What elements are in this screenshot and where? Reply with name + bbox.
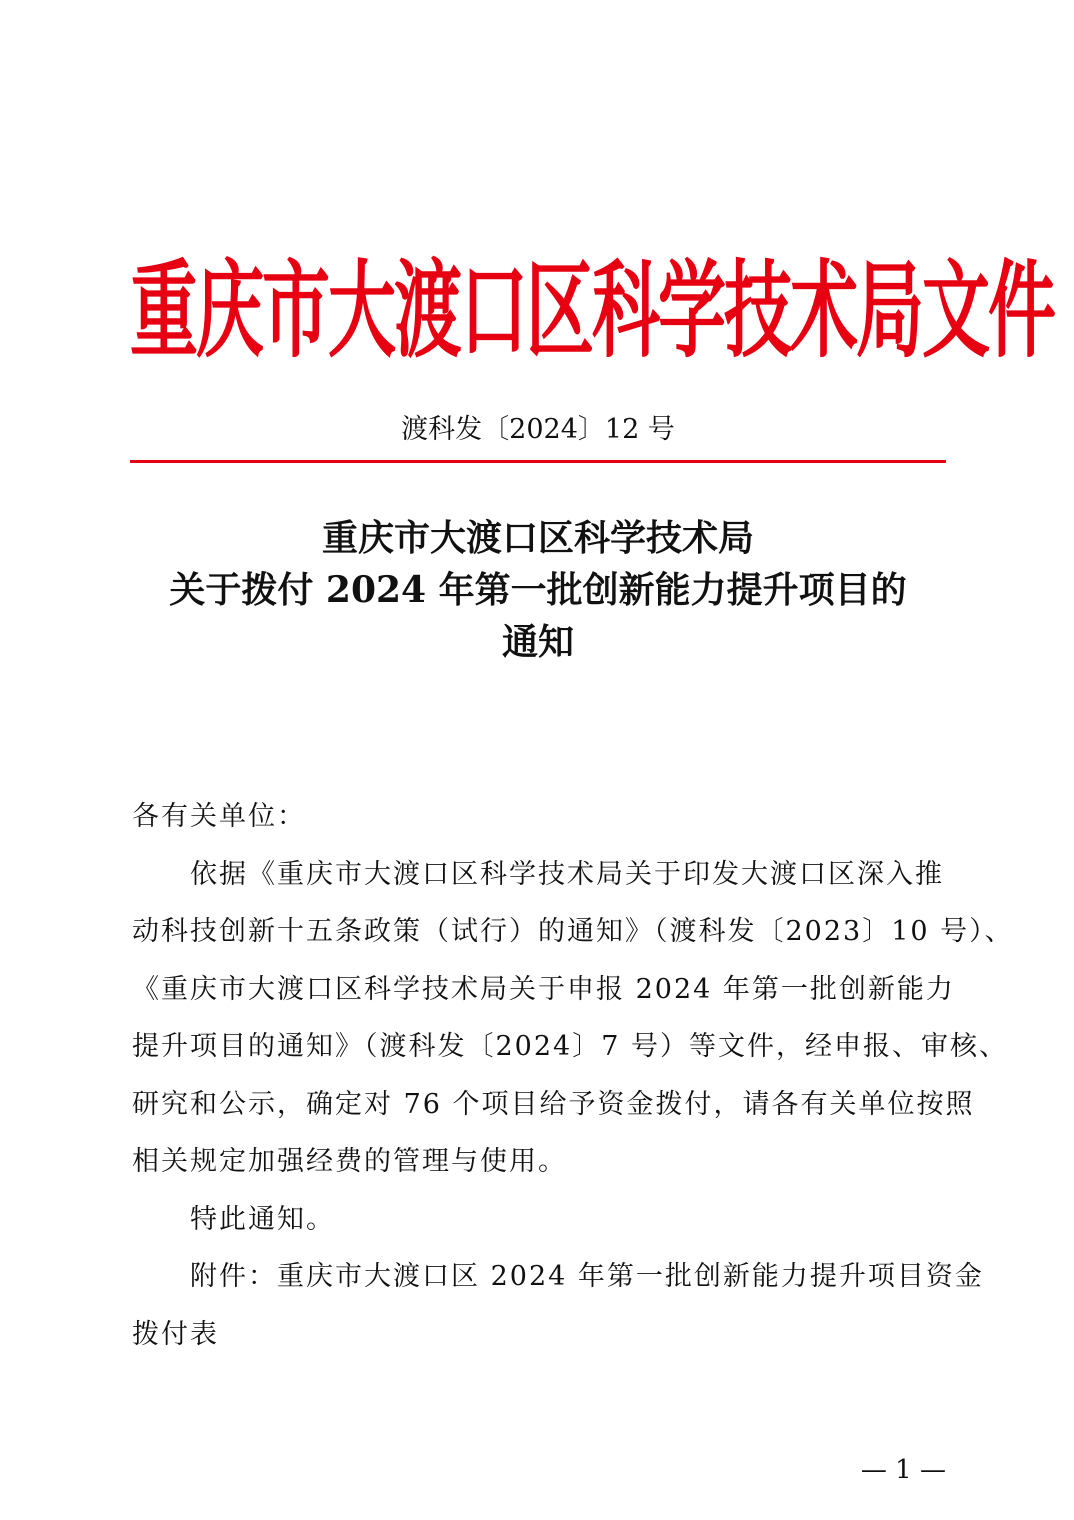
paragraph-line-3: 《重庆市大渡口区科学技术局关于申报 2024 年第一批创新能力: [132, 973, 955, 1005]
paragraph-line-2: 动科技创新十五条政策（试行）的通知》（渡科发〔2023〕10 号）、: [132, 916, 1014, 947]
paragraph-line-5: 研究和公示，确定对 76 个项目给予资金拨付，请各有关单位按照: [132, 1088, 975, 1120]
paragraph-line-1: 依据《重庆市大渡口区科学技术局关于印发大渡口区深入推: [190, 858, 944, 890]
salutation: 各有关单位：: [132, 801, 306, 832]
notice-title-line-3: 通知: [501, 621, 574, 663]
document-number: 渡科发〔2024〕12 号: [401, 414, 675, 445]
document-header-title: 重庆市大渡口区科学技术局文件: [130, 249, 1055, 374]
paragraph-line-4: 提升项目的通知》（渡科发〔2024〕7 号）等文件，经申报、审核、: [132, 1031, 1008, 1062]
attachment-line-1: 附件：重庆市大渡口区 2024 年第一批创新能力提升项目资金: [190, 1261, 984, 1292]
attachment-line-2: 拨付表: [132, 1318, 219, 1350]
notice-body: [132, 788, 1014, 1363]
closing-remark: 特此通知。: [190, 1203, 335, 1235]
notice-title: [130, 512, 946, 668]
notice-title-line-1: 重庆市大渡口区科学技术局: [321, 517, 754, 559]
notice-title-line-2: 关于拨付 2024 年第一批创新能力提升项目的: [169, 569, 907, 611]
page-number: — 1 —: [860, 1455, 946, 1485]
header-divider: [130, 460, 946, 463]
paragraph-line-6: 相关规定加强经费的管理与使用。: [132, 1146, 567, 1177]
